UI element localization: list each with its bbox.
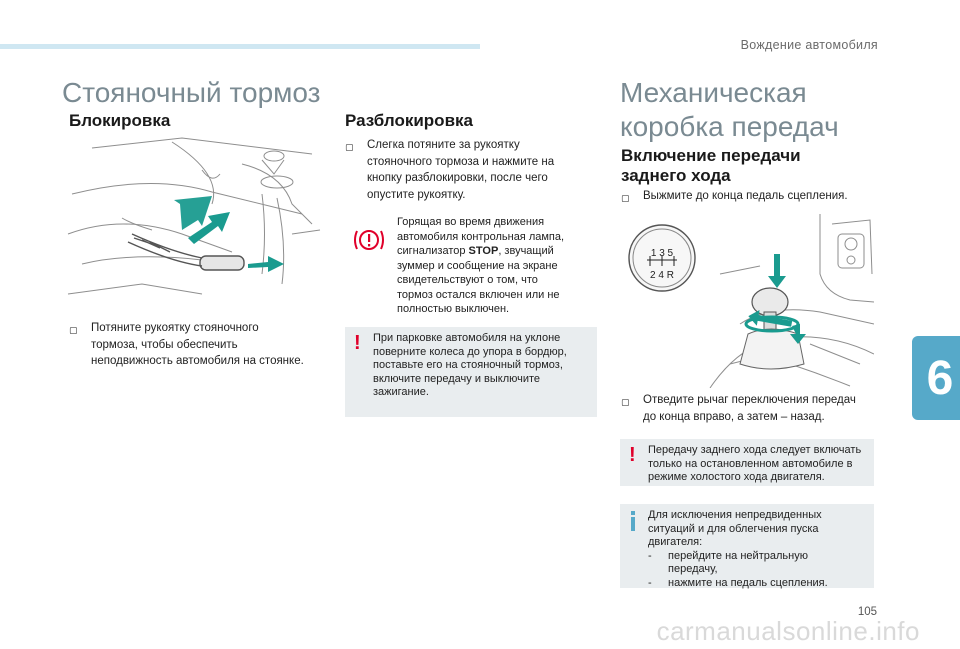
- reverse-warning-note: [620, 439, 874, 486]
- reverse-heading-line: Включение передачи: [621, 146, 801, 165]
- reverse-heading-line: заднего хода: [621, 166, 731, 185]
- info-list-item: [648, 577, 866, 591]
- warning-line: [397, 244, 597, 259]
- warning-exclamation-icon: !: [629, 444, 636, 466]
- stop-label: STOP: [468, 245, 499, 257]
- unlock-instruction: [345, 137, 595, 203]
- bullet-marker: ▢: [69, 325, 78, 335]
- reverse-heading: [621, 146, 801, 186]
- info-icon: [628, 510, 638, 532]
- bullet-marker: ▢: [621, 193, 630, 203]
- warning-line: свидетельствуют о том, что: [397, 274, 538, 286]
- parking-slope-note: [345, 327, 597, 417]
- reverse-instruction: [621, 392, 881, 425]
- unlock-heading: Разблокировка: [345, 111, 473, 130]
- note-line: двигателя:: [648, 536, 703, 548]
- note-line: поставьте его на стояночный тормоз,: [373, 359, 563, 371]
- list-dash: -: [648, 549, 652, 562]
- bullet-marker: ▢: [621, 397, 630, 407]
- lock-text-line: тормоза, чтобы обеспечить: [91, 338, 238, 351]
- note-line: Для исключения непредвиденных: [648, 509, 822, 521]
- clutch-step-text: Выжмите до конца педаль сцепления.: [643, 190, 848, 202]
- list-dash: -: [648, 576, 652, 589]
- knob-bottom-numbers: 2 4 R: [650, 270, 674, 281]
- note-line: ситуаций и для облегчения пуска: [648, 522, 819, 535]
- gearbox-title-line: Механическая: [620, 77, 807, 108]
- note-line: включите передачу и выключите: [373, 372, 541, 385]
- note-line: режиме холостого хода двигателя.: [648, 471, 825, 483]
- parking-brake-illustration: [62, 134, 324, 308]
- warning-line: зуммер и сообщение на экране: [397, 259, 558, 272]
- watermark: carmanualsonline.info: [656, 616, 920, 646]
- page-number: 105: [857, 606, 877, 618]
- warning-line: автомобиля контрольная лампа,: [397, 230, 565, 243]
- header-accent-bar: [0, 44, 480, 49]
- unlock-step-line: опустите рукоятку.: [367, 188, 466, 201]
- warning-line: тормоз остался включен или не: [397, 288, 560, 301]
- section-header: Вождение автомобиля: [740, 38, 878, 52]
- lock-instruction: [69, 320, 334, 370]
- warning-line-part: сигнализатор: [397, 245, 469, 257]
- clutch-instruction: [621, 188, 881, 207]
- page-title: Стояночный тормоз: [62, 77, 321, 108]
- reverse-step-line: до конца вправо, а затем – назад.: [643, 410, 825, 423]
- warning-line: полностью выключен.: [397, 303, 510, 315]
- gearbox-title-line: коробка передач: [620, 111, 839, 142]
- note-line: нажмите на педаль сцепления.: [668, 576, 828, 589]
- note-line: только на остановленном автомобиле в: [648, 457, 853, 470]
- gearshift-illustration: [620, 214, 874, 388]
- note-line: передачу,: [668, 563, 718, 575]
- warning-exclamation-icon: !: [354, 332, 361, 354]
- bullet-marker: ▢: [345, 142, 354, 152]
- lock-heading: Блокировка: [69, 111, 171, 130]
- unlock-step-line: стояночного тормоза и нажмите на: [367, 155, 555, 168]
- reverse-step-line: Отведите рычаг переключения передач: [643, 394, 856, 406]
- unlock-step-line: Слегка потяните за рукоятку: [367, 139, 520, 151]
- reverse-info-note: [620, 504, 874, 588]
- note-line: Передачу заднего хода следует включать: [648, 444, 862, 456]
- gearbox-title: [620, 76, 839, 144]
- lock-text-line: неподвижность автомобиля на стоянке.: [91, 355, 304, 367]
- chapter-tab-number: 6: [926, 351, 954, 405]
- warning-line-part: , звучащий: [498, 245, 554, 257]
- warning-line: Горящая во время движения: [397, 216, 545, 228]
- knob-top-numbers: 1 3 5: [650, 248, 674, 259]
- note-line: перейдите на нейтральную: [668, 549, 808, 562]
- info-list-item: [648, 550, 866, 577]
- lock-text-line: Потяните рукоятку стояночного: [91, 322, 259, 334]
- note-line: зажигание.: [373, 386, 429, 398]
- warning-light-icon: [352, 226, 386, 254]
- unlock-step-line: кнопку разблокировки, после чего: [367, 172, 548, 184]
- note-line: поверните колеса до упора в бордюр,: [373, 345, 567, 358]
- warning-light-text: [397, 215, 597, 317]
- note-line: При парковке автомобиля на уклоне: [373, 332, 561, 344]
